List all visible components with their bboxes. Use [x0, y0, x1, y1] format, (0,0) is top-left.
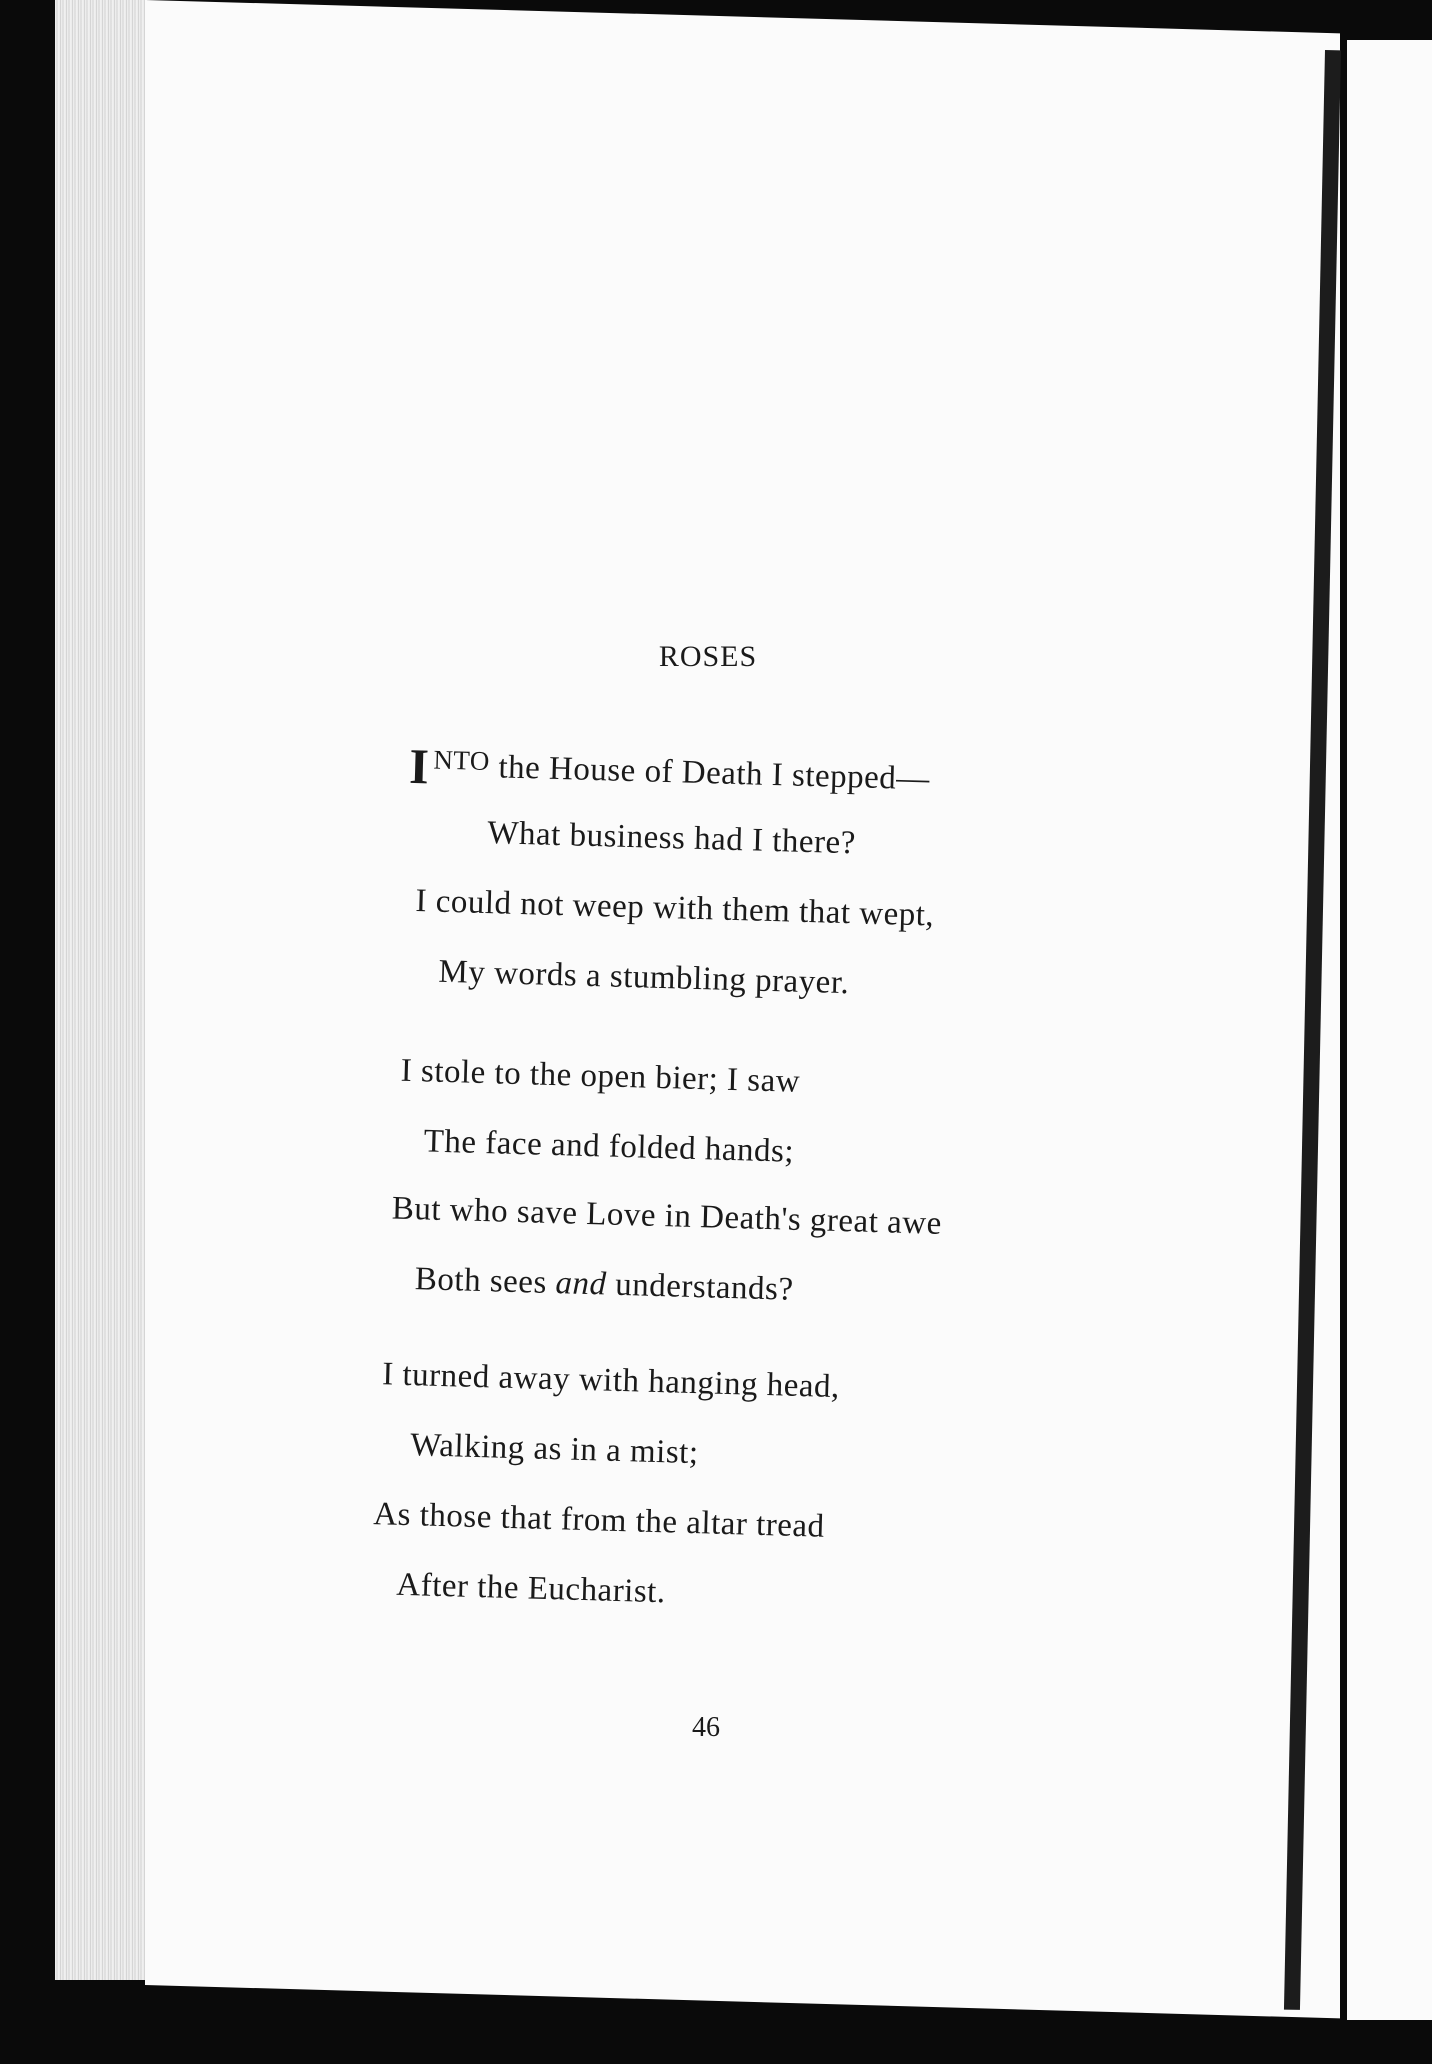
page-number: 46 — [692, 1712, 720, 1743]
line-text: Both sees — [414, 1261, 557, 1302]
drop-cap: I — [408, 737, 431, 795]
small-caps: NTO — [433, 744, 491, 777]
poem-line — [414, 1261, 794, 1309]
poem-line: My words a stumbling prayer. — [438, 953, 850, 1002]
poem-line: The face and folded hands; — [423, 1123, 795, 1170]
line-text: understands? — [606, 1266, 795, 1308]
poem-line: What business had I there? — [486, 815, 857, 862]
poem-body — [353, 737, 1100, 1720]
poem-line: But who save Love in Death's great awe — [391, 1190, 943, 1242]
poem-title: ROSES — [658, 640, 758, 673]
poem-line: After the Eucharist. — [395, 1566, 667, 1611]
poem-line: I could not weep with them that wept, — [415, 883, 935, 934]
poem-line: Walking as in a mist; — [409, 1427, 700, 1472]
italic-word: and — [555, 1265, 608, 1303]
poem-line: As those that from the altar tread — [372, 1496, 826, 1545]
poem-line: I turned away with hanging head, — [381, 1356, 841, 1406]
line-text: the House of Death I stepped— — [489, 749, 931, 798]
book-page-edges — [55, 0, 147, 1980]
poem-line: I stole to the open bier; I saw — [400, 1052, 801, 1100]
